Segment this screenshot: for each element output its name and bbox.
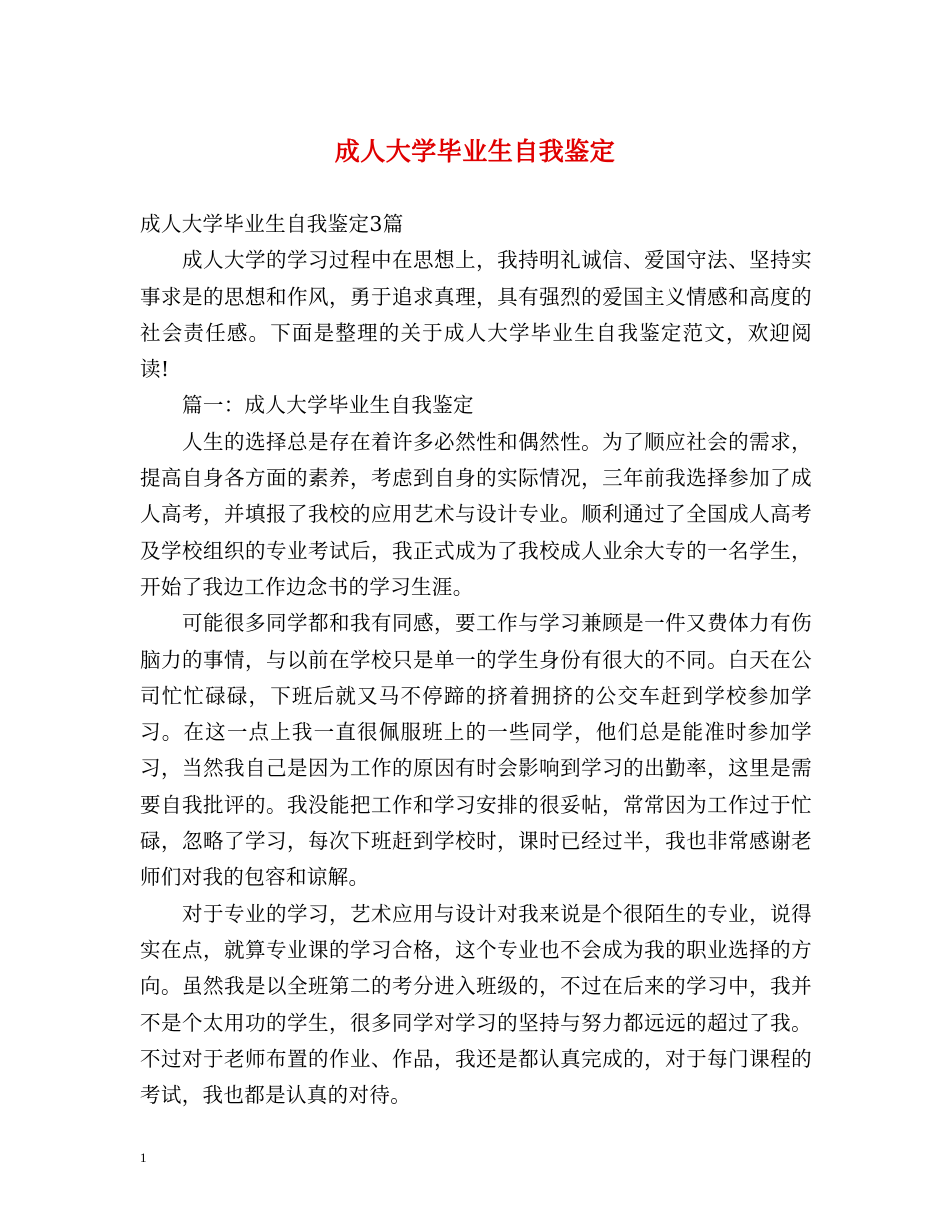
body-paragraph: 对于专业的学习，艺术应用与设计对我来说是个很陌生的专业，说得实在点，就算专业课的学习合格，这个专业也不会成为我的职业选择的方向。虽然我是以全班第二的考分进入班级的，不过在后来的学习中，我并不是个太用功的学生，很多同学对学习的坚持与努力都远远的超过了我。不过对于老师布置的作业、作品，我还是都认真完成的，对于每门课程的考试，我也都是认真的对待。: [140, 901, 812, 1108]
body-paragraph: 可能很多同学都和我有同感，要工作与学习兼顾是一件又费体力有伤脑力的事情，与以前在学校只是单一的学生身份有很大的不同。白天在公司忙忙碌碌，下班后就又马不停蹄的挤着拥挤的公交车赶到学校参加学习。在这一点上我一直很佩服班上的一些同学，他们总是能准时参加学习，当然我自己是因为工作的原因有时会影响到学习的出勤率，这里是需要自我批评的。我没能把工作和学习安排的很妥帖，常常因为工作过于忙碌，忽略了学习，每次下班赶到学校时，课时已经过半，我也非常感谢老师们对我的包容和谅解。: [140, 611, 812, 890]
section-heading: 篇一：成人大学毕业生自我鉴定: [182, 393, 474, 418]
document-title: 成人大学毕业生自我鉴定: [334, 137, 616, 166]
subtitle-line: 成人大学毕业生自我鉴定3篇: [140, 212, 404, 236]
document-body: [140, 206, 812, 1113]
page-number: 1: [140, 1150, 147, 1165]
intro-paragraph: 成人大学的学习过程中在思想上，我持明礼诚信、爱国守法、坚持实事求是的思想和作风，勇于追求真理，具有强烈的爱国主义情感和高度的社会责任感。下面是整理的关于成人大学毕业生自我鉴定范文，欢迎阅读!: [140, 248, 812, 382]
body-paragraph: 人生的选择总是存在着许多必然性和偶然性。为了顺应社会的需求，提高自身各方面的素养，考虑到自身的实际情况，三年前我选择参加了成人高考，并填报了我校的应用艺术与设计专业。顺利通过了全国成人高考及学校组织的专业考试后，我正式成为了我校成人业余大专的一名学生，开始了我边工作边念书的学习生涯。: [140, 429, 812, 599]
